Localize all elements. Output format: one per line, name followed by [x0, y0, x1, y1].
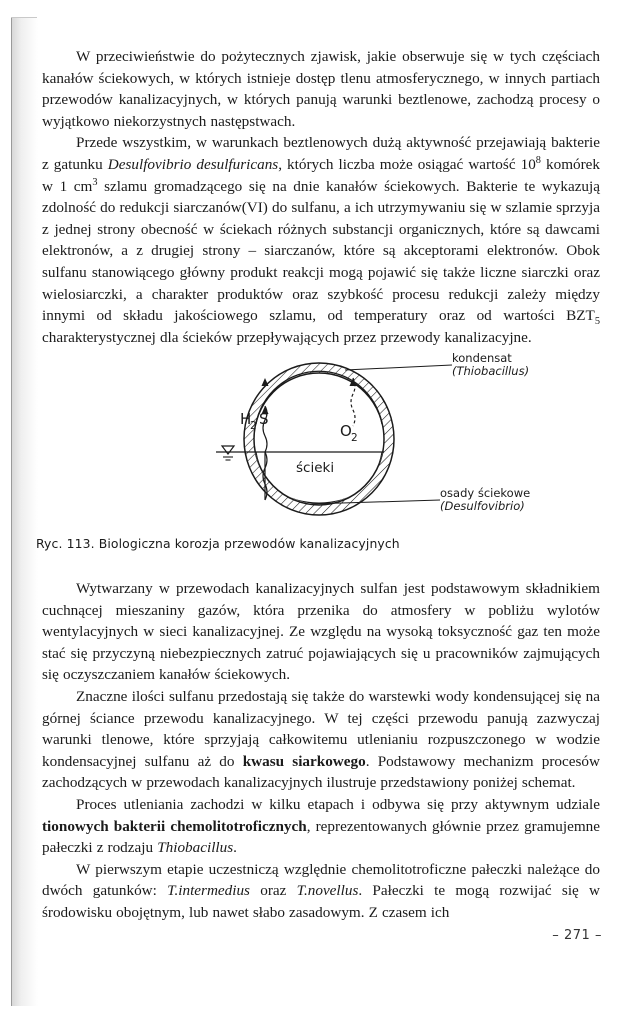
label-kondensat: kondensat: [452, 352, 512, 365]
paragraph: W przeciwieństwie do pożytecznych zjawisk, jakie obserwuje się w tych częściach kanałów ściekowych, w których istnieje dostęp tlenu atmosferycznego, w innych partiach przewodów kanalizacyjnych, w których panują warunki beztlenowe, zachodzą procesy o wyjątkowo niekorzystnych następstwach.: [42, 48, 600, 130]
paragraph: Znaczne ilości sulfanu przedostają się także do warstewki wody kondensującej się na górnej ściance przewodu kanalizacyjnego. W tej części przewodu panują zazwyczaj warunki tlenowe, które sprzyjają całkowitemu utlenianiu rozpuszczonego w wodzie kondensacyjnej sulfanu aż do kwasu siarkowego. Podstawowy mechanizm procesów zachodzących w przewodach kanalizacyjnych ilustruje przedstawiony poniżej schemat.: [42, 687, 600, 792]
sewer-pipe-cross-section-diagram: [0, 352, 638, 527]
figure-caption: Ryc. 113. Biologiczna korozja przewodów kanalizacyjnych: [36, 536, 400, 551]
page-number: – 271 –: [552, 928, 602, 943]
figure-113: [0, 352, 638, 527]
label-thiobacillus: (Thiobacillus): [452, 364, 530, 378]
label-h2s-h: H: [240, 410, 252, 428]
paragraph: Proces utleniania zachodzi w kilku etapach i odbywa się przy aktywnym udziale tionowych bakterii chemolitotroficznych, reprezentowanych głównie przez gramujemne pałeczki z rodzaju Thiobacillus.: [42, 795, 600, 857]
label-h2s-s: S: [259, 410, 269, 428]
label-o2: [340, 422, 358, 444]
text-column-lower: [42, 578, 600, 924]
text-column-upper: [42, 46, 600, 348]
condensate-leader-line: [345, 365, 452, 370]
water-level-line: [216, 446, 384, 460]
label-desulfovibrio: (Desulfovibrio): [440, 499, 525, 513]
label-scieki: ścieki: [296, 460, 335, 476]
paragraph: Przede wszystkim, w warunkach beztlenowych dużą aktywność przejawiają bakterie z gatunku Desulfovibrio desulfuricans, których liczba może osiągać wartość $10^8$ komórek w 1 $cm^3$ szlamu gromadzącego się na dnie kanałów ściekowych. Bakterie te wykazują zdolność do redukcji siarczanów(VI) do sulfanu, a ich utrzymywaniu się w szlamie sprzyja z jednej strony obecność w ściekach różnych substancji organicznych, które są dawcami elektronów, a z drugiej strony – siarczanów, które są akceptorami elektronów. Obok sulfanu stanowiącego główny produkt reakcji mogą pojawić się także liczne siarczki oraz wielosiarczki, a charakter produktów oraz szybkość procesu redukcji zależy między innymi od składu jakościowego szlamu, od temperatury oraz od wartości $BZT_5$ charakterystycznej dla ścieków przepływających przez przewody kanalizacyjne.: [42, 134, 601, 346]
label-o2-o: O: [340, 422, 352, 440]
paragraph: Wytwarzany w przewodach kanalizacyjnych sulfan jest podstawowym składnikiem cuchnącej mieszaniny gazów, która przenika do atmosfery w pobliżu wylotów wentylacyjnych w sieci kanalizacyjnej. Ze względu na wysoką toksyczność gaz ten może stać się przyczyną niebezpiecznych zatruć pojawiających się u pracowników zajmujących się oczyszczaniem kanałów ściekowych.: [42, 580, 600, 684]
label-osady-sciekowe: osady ściekowe: [440, 486, 531, 500]
label-h2s-subscript: 2: [250, 420, 257, 432]
label-o2-subscript: 2: [351, 432, 358, 444]
paragraph: W pierwszym etapie uczestniczą względnie chemolitotroficzne pałeczki należące do dwóch gatunków: T.intermedius oraz T.novellus. Pałeczki te mogą rozwijać się w środowisku obojętnym, lub nawet słabo zasadowym. Z czasem ich: [42, 860, 601, 921]
o2-flow-arrow: [350, 378, 357, 426]
